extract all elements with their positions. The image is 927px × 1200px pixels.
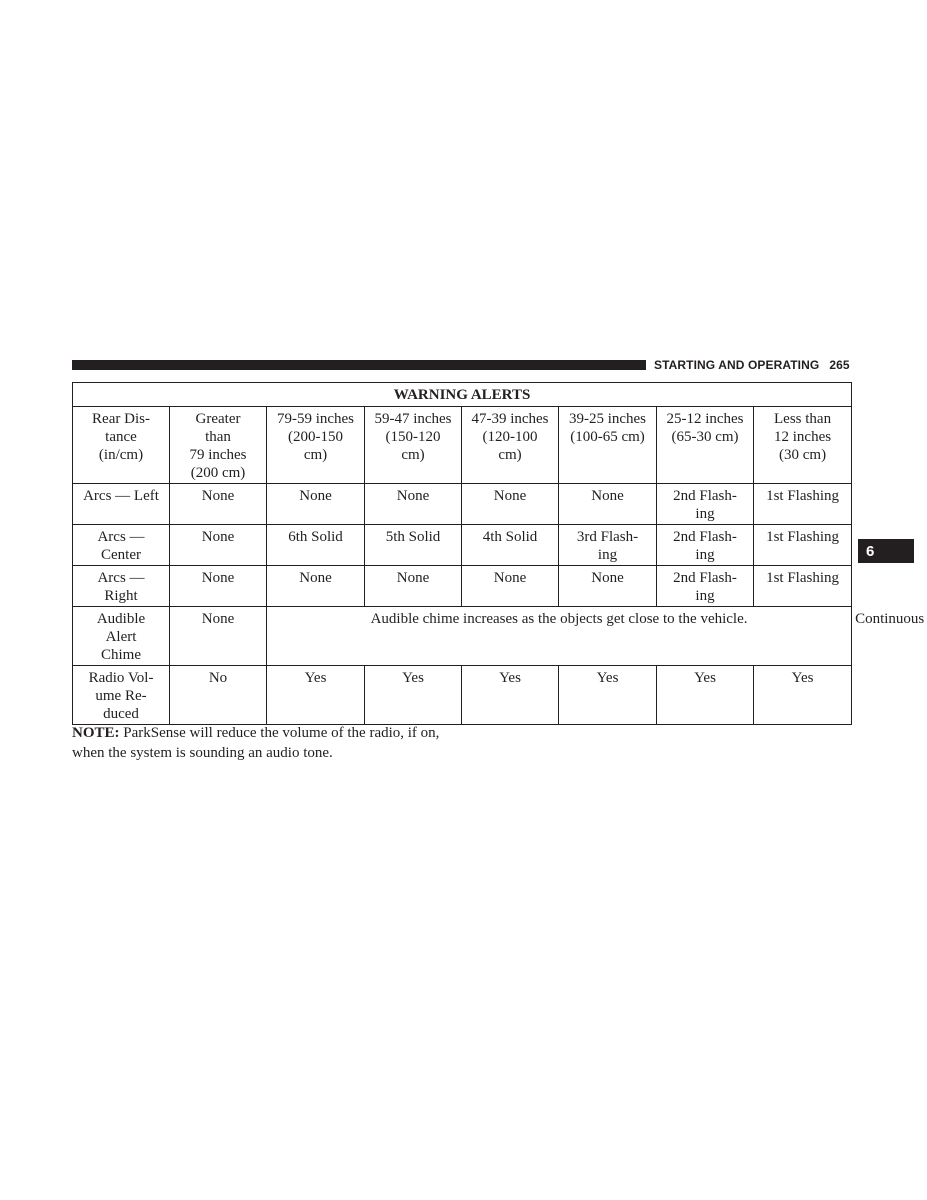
table-cell: None xyxy=(170,525,267,566)
table-title: WARNING ALERTS xyxy=(73,383,852,407)
table-cell: None xyxy=(170,484,267,525)
table-cell: 2nd Flash- ing xyxy=(657,525,754,566)
table-cell: Arcs — Center xyxy=(73,525,170,566)
note-text: ParkSense will reduce the volume of the radio, if on, when the system is sounding an audio tone. xyxy=(72,725,440,761)
table-cell: None xyxy=(365,566,462,607)
header-cell: Less than 12 inches (30 cm) xyxy=(754,407,852,484)
table-cell: None xyxy=(267,566,365,607)
table-header-row xyxy=(73,407,852,484)
table-cell: No xyxy=(170,666,267,725)
table-cell: Yes xyxy=(657,666,754,725)
table-cell: None xyxy=(170,566,267,607)
header-cell: Greater than 79 inches (200 cm) xyxy=(170,407,267,484)
table-cell: None xyxy=(559,566,657,607)
table-cell: 4th Solid xyxy=(462,525,559,566)
table-cell: Audible Alert Chime xyxy=(73,607,170,666)
table-cell: Yes xyxy=(365,666,462,725)
table-cell: 1st Flashing xyxy=(754,484,852,525)
note-label: NOTE: xyxy=(72,725,120,741)
note-paragraph xyxy=(72,723,462,763)
table-cell: 5th Solid xyxy=(365,525,462,566)
table-cell: Yes xyxy=(559,666,657,725)
table-cell: Yes xyxy=(462,666,559,725)
table-cell: Radio Vol- ume Re- duced xyxy=(73,666,170,725)
table-cell: 1st Flashing xyxy=(754,525,852,566)
table-title-row xyxy=(73,383,852,407)
header-cell: 59-47 inches (150-120 cm) xyxy=(365,407,462,484)
running-header xyxy=(654,358,850,372)
header-cell: 39-25 inches (100-65 cm) xyxy=(559,407,657,484)
table-row-arcs-left xyxy=(73,484,852,525)
header-cell: Rear Dis- tance (in/cm) xyxy=(73,407,170,484)
header-rule xyxy=(72,360,646,370)
table-cell: None xyxy=(462,484,559,525)
table-cell: None xyxy=(170,607,267,666)
table-cell: 1st Flashing xyxy=(754,566,852,607)
table-cell: 6th Solid xyxy=(267,525,365,566)
warning-alerts-table xyxy=(72,382,925,725)
header-cell: 25-12 inches (65-30 cm) xyxy=(657,407,754,484)
table-cell: 2nd Flash- ing xyxy=(657,566,754,607)
header-cell: 79-59 inches (200-150 cm) xyxy=(267,407,365,484)
section-title: STARTING AND OPERATING xyxy=(654,358,820,372)
table-row-arcs-center xyxy=(73,525,852,566)
table-cell: None xyxy=(267,484,365,525)
table-cell: Yes xyxy=(754,666,852,725)
table-cell: Arcs — Right xyxy=(73,566,170,607)
table-cell: 3rd Flash- ing xyxy=(559,525,657,566)
page-number: 265 xyxy=(829,358,850,372)
table-row-arcs-right xyxy=(73,566,852,607)
merged-chime-cell: Audible chime increases as the objects get close to the vehicle. xyxy=(267,607,852,666)
table-cell: None xyxy=(462,566,559,607)
table-cell: Arcs — Left xyxy=(73,484,170,525)
table-cell: 2nd Flash- ing xyxy=(657,484,754,525)
chapter-number: 6 xyxy=(866,542,875,560)
table-cell: None xyxy=(365,484,462,525)
table-cell: Yes xyxy=(267,666,365,725)
chapter-tab xyxy=(858,539,914,563)
table-row-radio-volume xyxy=(73,666,852,725)
table-row-audible-chime: Audible Alert Chime None Audible chime increases as the objects get close to the vehicle. Continuous xyxy=(73,607,852,666)
table-cell: None xyxy=(559,484,657,525)
header-cell: 47-39 inches (120-100 cm) xyxy=(462,407,559,484)
